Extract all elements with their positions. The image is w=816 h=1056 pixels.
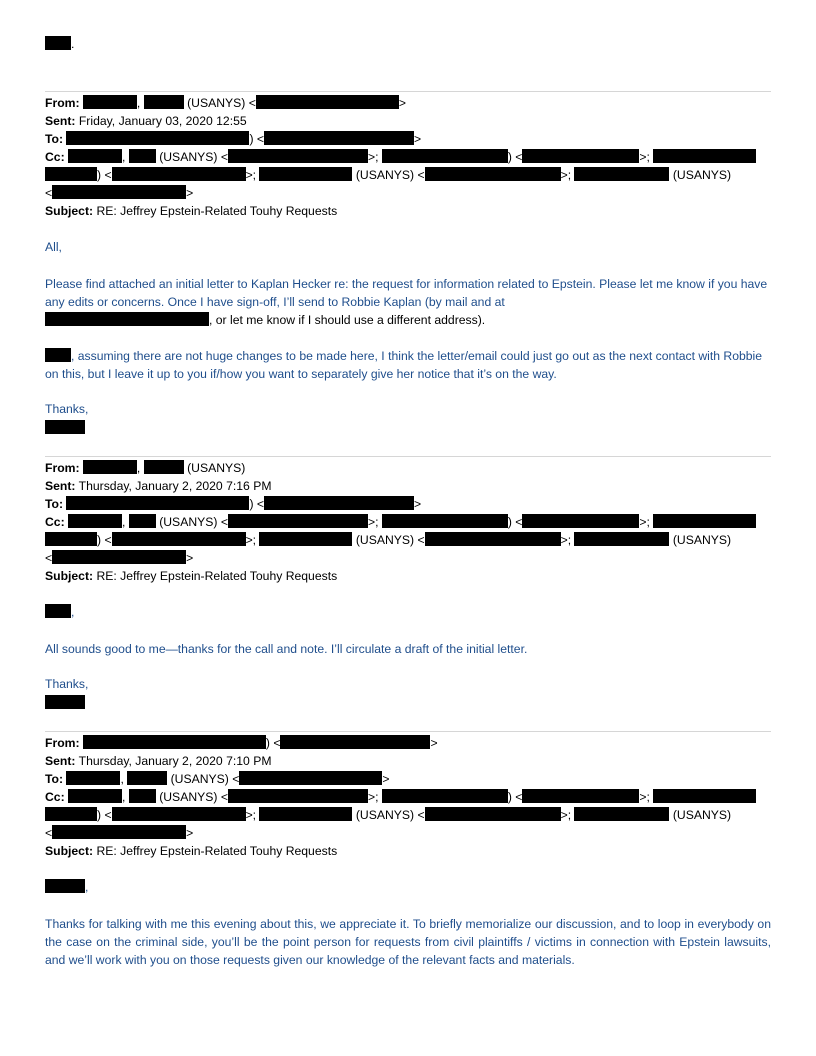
from-label: From:: [45, 461, 80, 475]
to-label: To:: [45, 132, 64, 146]
redaction: [83, 460, 137, 474]
to-label: To:: [45, 772, 64, 786]
redaction: [522, 514, 639, 528]
redaction: [83, 95, 137, 109]
redaction: [228, 149, 368, 163]
cc-label: Cc:: [45, 150, 65, 164]
cc-line-2: ) < >; (USANYS) < >; (USANYS): [45, 532, 731, 549]
subject-label: Subject:: [45, 204, 94, 218]
subject-label: Subject:: [45, 844, 94, 858]
signature: [45, 420, 85, 437]
redaction: [45, 532, 97, 546]
subject-line: [45, 843, 337, 860]
cc-line: Cc: , (USANYS) < >; ) < >;: [45, 149, 756, 166]
redaction: [239, 771, 382, 785]
redaction: [129, 514, 156, 528]
cc-line-2: ) < >; (USANYS) < >; (USANYS): [45, 807, 731, 824]
redaction: [52, 825, 186, 839]
redaction: [66, 131, 249, 145]
sent-date: Thursday, January 2, 2020 7:16 PM: [75, 479, 272, 493]
redaction: [45, 312, 209, 326]
redaction: [382, 514, 508, 528]
redaction: [45, 604, 71, 618]
cc-line: Cc: , (USANYS) < >; ) < >;: [45, 789, 756, 806]
redaction: [382, 149, 508, 163]
sent-label: Sent:: [45, 114, 76, 128]
sent-line: [45, 478, 272, 495]
body-paragraph: All sounds good to me—thanks for the call and note. I’ll circulate a draft of the initial letter.: [45, 642, 528, 656]
closing: Thanks,: [45, 677, 89, 691]
redaction: [259, 807, 352, 821]
sent-line: [45, 113, 247, 130]
redaction: [144, 95, 184, 109]
redaction: [425, 167, 561, 181]
redaction: [653, 514, 756, 528]
redaction: [653, 149, 756, 163]
cc-line-2: ) < >; (USANYS) < >; (USANYS): [45, 167, 731, 184]
redaction: [68, 514, 122, 528]
redaction: [264, 131, 414, 145]
redaction: [144, 460, 184, 474]
redaction: [52, 185, 186, 199]
redaction: [45, 348, 71, 362]
redaction: [45, 879, 85, 893]
cc-label: Cc:: [45, 790, 65, 804]
redaction: [522, 149, 639, 163]
sent-date: Friday, January 03, 2020 12:55: [75, 114, 247, 128]
subject-text: RE: Jeffrey Epstein-Related Touhy Requests: [93, 569, 338, 583]
redaction: [574, 807, 669, 821]
redaction: [45, 695, 85, 709]
divider: [45, 91, 771, 92]
redaction: [256, 95, 399, 109]
body-paragraph: Thanks for talking with me this evening about this, we appreciate it. To briefly memorialize our discussion, and to loop in everybody on the case on the criminal side, you’ll be the point person for requests from civil plaintiffs / victims in connection with Epstein lawsuits, and we’ll work with you on those requests given our knowledge of the relevant facts and materials.: [45, 917, 771, 967]
sent-line: [45, 753, 272, 770]
cc-line: Cc: , (USANYS) < >; ) < >;: [45, 514, 756, 531]
redaction: [66, 496, 249, 510]
from-line: From: ) < >: [45, 736, 438, 750]
redaction: [68, 149, 122, 163]
from-label: From:: [45, 736, 80, 750]
body-paragraph: , assuming there are not huge changes to be made here, I think the letter/email could just go out as the next contact with Robbie on this, but I leave it up to you if/how you want to separately give her notice that it’s on the way.: [45, 349, 763, 381]
redaction: [45, 36, 71, 50]
subject-line: [45, 203, 337, 220]
redaction: [228, 514, 368, 528]
redaction: [264, 496, 414, 510]
to-line: To: , (USANYS) < >: [45, 772, 390, 786]
signature: [45, 695, 85, 712]
redaction: [112, 807, 246, 821]
redaction: [83, 735, 266, 749]
redaction: [45, 807, 97, 821]
subject-text: RE: Jeffrey Epstein-Related Touhy Requests: [93, 204, 338, 218]
to-line: To: ) < >: [45, 132, 422, 146]
redaction: [68, 789, 122, 803]
redaction: [112, 167, 246, 181]
top-line: [45, 36, 74, 53]
redaction: [574, 532, 669, 546]
redaction: [129, 789, 156, 803]
redaction: [228, 789, 368, 803]
to-line: To: ) < >: [45, 497, 422, 511]
redaction: [45, 167, 97, 181]
subject-line: [45, 568, 337, 585]
cc-line-3: < >: [45, 551, 194, 565]
greeting: ,: [45, 879, 88, 896]
redaction: [280, 735, 430, 749]
redaction: [522, 789, 639, 803]
greeting: All,: [45, 240, 62, 254]
to-label: To:: [45, 497, 64, 511]
body-paragraph: Please find attached an initial letter to Kaplan Hecker re: the request for information related to Epstein. Please let me know if you have any edits or concerns. Once I have sign-off, I’ll send to Robbie Kaplan (by mail and at , or let me know if I should use a different address).: [45, 277, 768, 327]
redaction: [425, 532, 561, 546]
divider: [45, 731, 771, 732]
redaction: [66, 771, 120, 785]
sent-label: Sent:: [45, 479, 76, 493]
redaction: [52, 550, 186, 564]
redaction: [653, 789, 756, 803]
from-line: From: , (USANYS): [45, 461, 246, 475]
subject-label: Subject:: [45, 569, 94, 583]
divider: [45, 456, 771, 457]
redaction: [259, 167, 352, 181]
from-label: From:: [45, 96, 80, 110]
greeting: ,: [45, 604, 74, 621]
redaction: [259, 532, 352, 546]
redaction: [425, 807, 561, 821]
redaction: [382, 789, 508, 803]
cc-line-3: < >: [45, 826, 194, 840]
redaction: [45, 420, 85, 434]
redaction: [574, 167, 669, 181]
cc-line-3: < >: [45, 186, 194, 200]
redaction: [127, 771, 167, 785]
from-line: From: , (USANYS) < >: [45, 96, 406, 110]
closing: Thanks,: [45, 402, 89, 416]
sent-date: Thursday, January 2, 2020 7:10 PM: [75, 754, 272, 768]
redaction: [129, 149, 156, 163]
redaction: [112, 532, 246, 546]
cc-label: Cc:: [45, 515, 65, 529]
subject-text: RE: Jeffrey Epstein-Related Touhy Requests: [93, 844, 338, 858]
top-punct: .: [71, 37, 75, 51]
sent-label: Sent:: [45, 754, 76, 768]
